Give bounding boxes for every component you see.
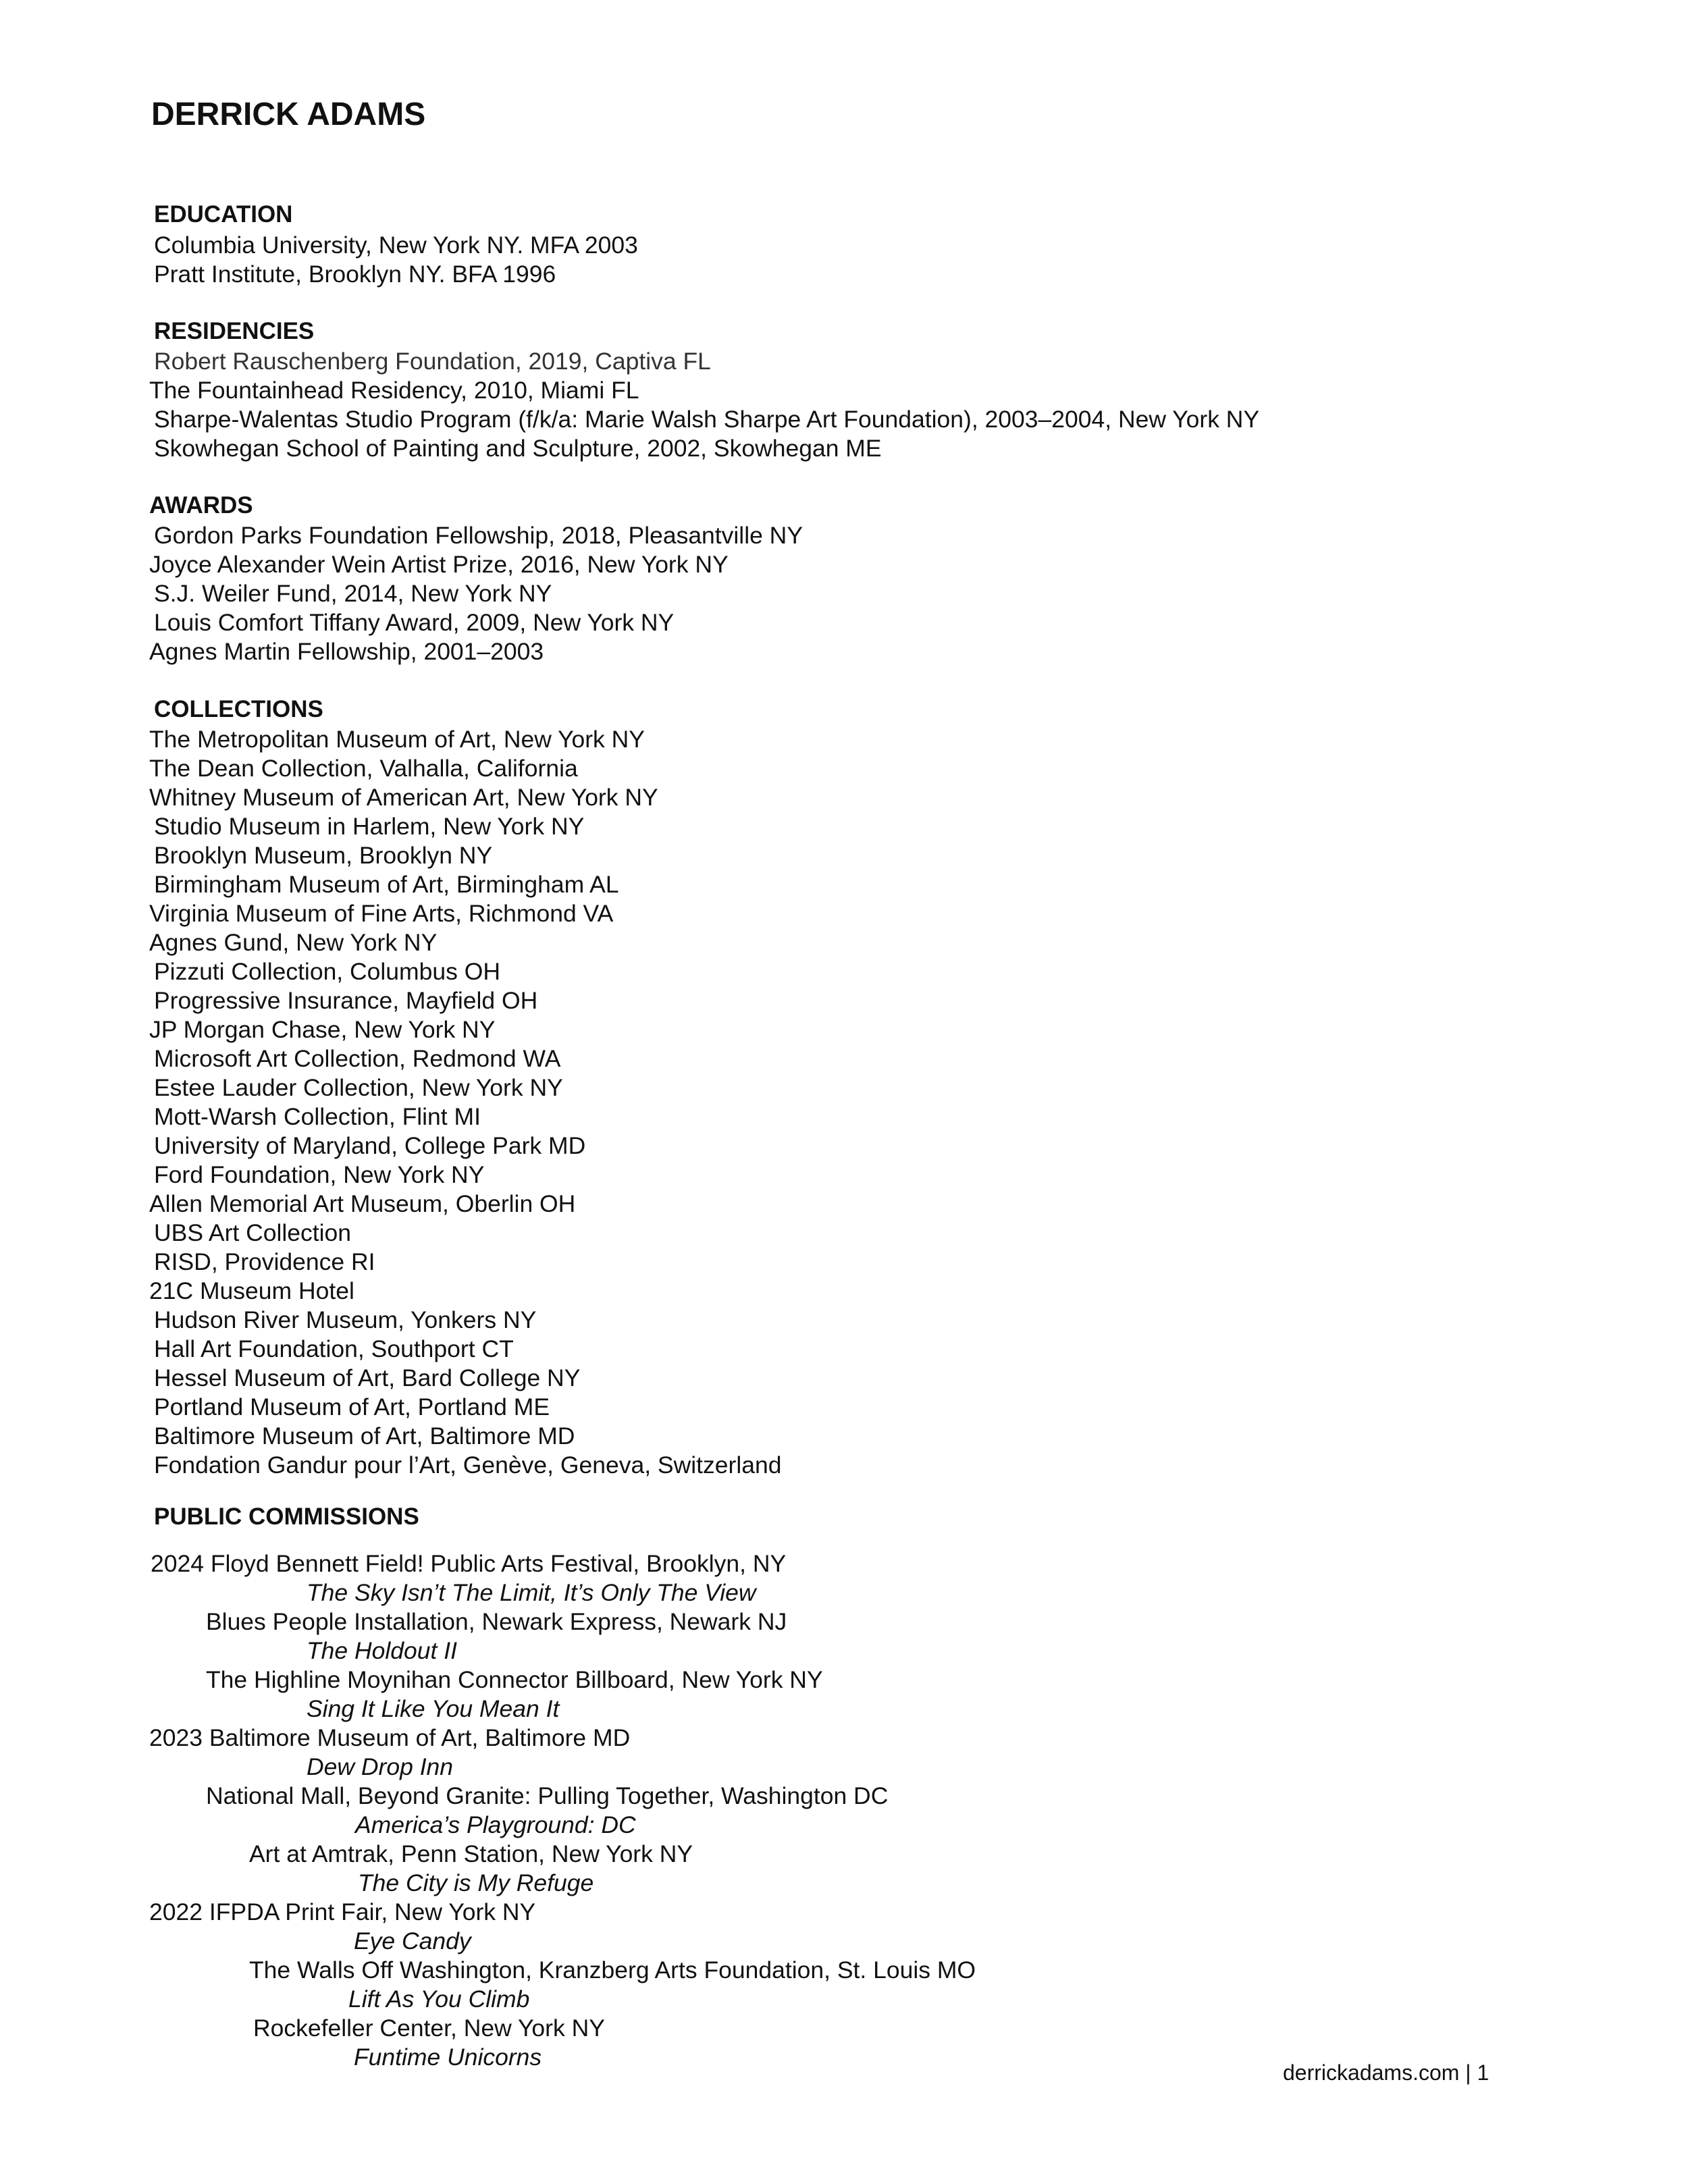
award-item: S.J. Weiler Fund, 2014, New York NY xyxy=(154,580,552,607)
collection-item: Birmingham Museum of Art, Birmingham AL xyxy=(154,871,619,898)
commission-title: Funtime Unicorns xyxy=(354,2044,542,2071)
education-item: Pratt Institute, Brooklyn NY. BFA 1996 xyxy=(154,261,556,288)
collection-item: JP Morgan Chase, New York NY xyxy=(149,1016,496,1043)
artist-name: DERRICK ADAMS xyxy=(151,97,426,132)
award-item: Joyce Alexander Wein Artist Prize, 2016, New York NY xyxy=(149,551,729,578)
commission-title: Dew Drop Inn xyxy=(307,1753,454,1780)
collections-heading: COLLECTIONS xyxy=(154,696,323,722)
collection-item: Studio Museum in Harlem, New York NY xyxy=(154,813,585,840)
collection-item: Brooklyn Museum, Brooklyn NY xyxy=(154,842,493,869)
collection-item: The Metropolitan Museum of Art, New York NY xyxy=(149,726,645,753)
residency-item: Robert Rauschenberg Foundation, 2019, Captiva FL xyxy=(154,348,711,375)
award-item: Louis Comfort Tiffany Award, 2009, New York NY xyxy=(154,609,675,636)
residencies-heading: RESIDENCIES xyxy=(154,318,315,344)
collection-item: Virginia Museum of Fine Arts, Richmond VA xyxy=(149,900,614,927)
commission-venue: Art at Amtrak, Penn Station, New York NY xyxy=(249,1840,693,1867)
commission-venue: National Mall, Beyond Granite: Pulling Together, Washington DC xyxy=(206,1782,889,1809)
commission-venue: Blues People Installation, Newark Express, Newark NJ xyxy=(206,1608,787,1635)
commission-title: Eye Candy xyxy=(354,1927,471,1954)
award-item: Gordon Parks Foundation Fellowship, 2018, Pleasantville NY xyxy=(154,522,803,549)
residency-item: Sharpe-Walentas Studio Program (f/k/a: Marie Walsh Sharpe Art Foundation), 2003–2004, New York NY xyxy=(154,406,1260,433)
collection-item: The Dean Collection, Valhalla, California xyxy=(149,755,578,782)
collection-item: Microsoft Art Collection, Redmond WA xyxy=(154,1045,561,1072)
collection-item: UBS Art Collection xyxy=(154,1219,352,1246)
commission-venue: The Walls Off Washington, Kranzberg Arts Foundation, St. Louis MO xyxy=(249,1956,976,1983)
collection-item: Estee Lauder Collection, New York NY xyxy=(154,1074,563,1101)
collection-item: Allen Memorial Art Museum, Oberlin OH xyxy=(149,1190,576,1217)
commission-venue: 2023 Baltimore Museum of Art, Baltimore MD xyxy=(149,1724,631,1751)
commission-venue: 2024 Floyd Bennett Field! Public Arts Festival, Brooklyn, NY xyxy=(151,1550,787,1577)
collection-item: Agnes Gund, New York NY xyxy=(149,929,438,956)
collection-item: Hessel Museum of Art, Bard College NY xyxy=(154,1364,581,1391)
collection-item: Ford Foundation, New York NY xyxy=(154,1161,485,1188)
collection-item: 21C Museum Hotel xyxy=(149,1277,354,1304)
collection-item: Mott-Warsh Collection, Flint MI xyxy=(154,1103,481,1130)
education-heading: EDUCATION xyxy=(154,201,293,228)
commission-venue: Rockefeller Center, New York NY xyxy=(253,2015,605,2042)
education-item: Columbia University, New York NY. MFA 2003 xyxy=(154,232,638,259)
commission-title: Lift As You Climb xyxy=(348,1986,530,2013)
commission-title: The Holdout II xyxy=(307,1637,457,1664)
collection-item: RISD, Providence RI xyxy=(154,1248,375,1275)
collection-item: Whitney Museum of American Art, New York NY xyxy=(149,784,658,811)
award-item: Agnes Martin Fellowship, 2001–2003 xyxy=(149,638,544,665)
collection-item: Baltimore Museum of Art, Baltimore MD xyxy=(154,1422,575,1449)
commission-title: Sing It Like You Mean It xyxy=(307,1695,560,1722)
public-commissions-heading: PUBLIC COMMISSIONS xyxy=(154,1503,419,1530)
commission-venue: The Highline Moynihan Connector Billboard, New York NY xyxy=(206,1666,823,1693)
commission-venue: 2022 IFPDA Print Fair, New York NY xyxy=(149,1898,536,1925)
collection-item: Progressive Insurance, Mayfield OH xyxy=(154,987,538,1014)
collection-item: Pizzuti Collection, Columbus OH xyxy=(154,958,500,985)
collection-item: University of Maryland, College Park MD xyxy=(154,1132,586,1159)
page-footer: derrickadams.com | 1 xyxy=(1283,2060,1489,2085)
commission-title: The City is My Refuge xyxy=(358,1869,594,1896)
residency-item: Skowhegan School of Painting and Sculpture, 2002, Skowhegan ME xyxy=(154,435,882,462)
awards-heading: AWARDS xyxy=(149,492,253,518)
collection-item: Hudson River Museum, Yonkers NY xyxy=(154,1306,537,1333)
commission-title: America’s Playground: DC xyxy=(355,1811,636,1838)
residency-item: The Fountainhead Residency, 2010, Miami FL xyxy=(149,377,639,404)
collection-item: Hall Art Foundation, Southport CT xyxy=(154,1335,514,1362)
commission-title: The Sky Isn’t The Limit, It’s Only The View xyxy=(307,1579,756,1606)
collection-item: Portland Museum of Art, Portland ME xyxy=(154,1393,550,1420)
collection-item: Fondation Gandur pour l’Art, Genève, Geneva, Switzerland xyxy=(154,1451,782,1479)
